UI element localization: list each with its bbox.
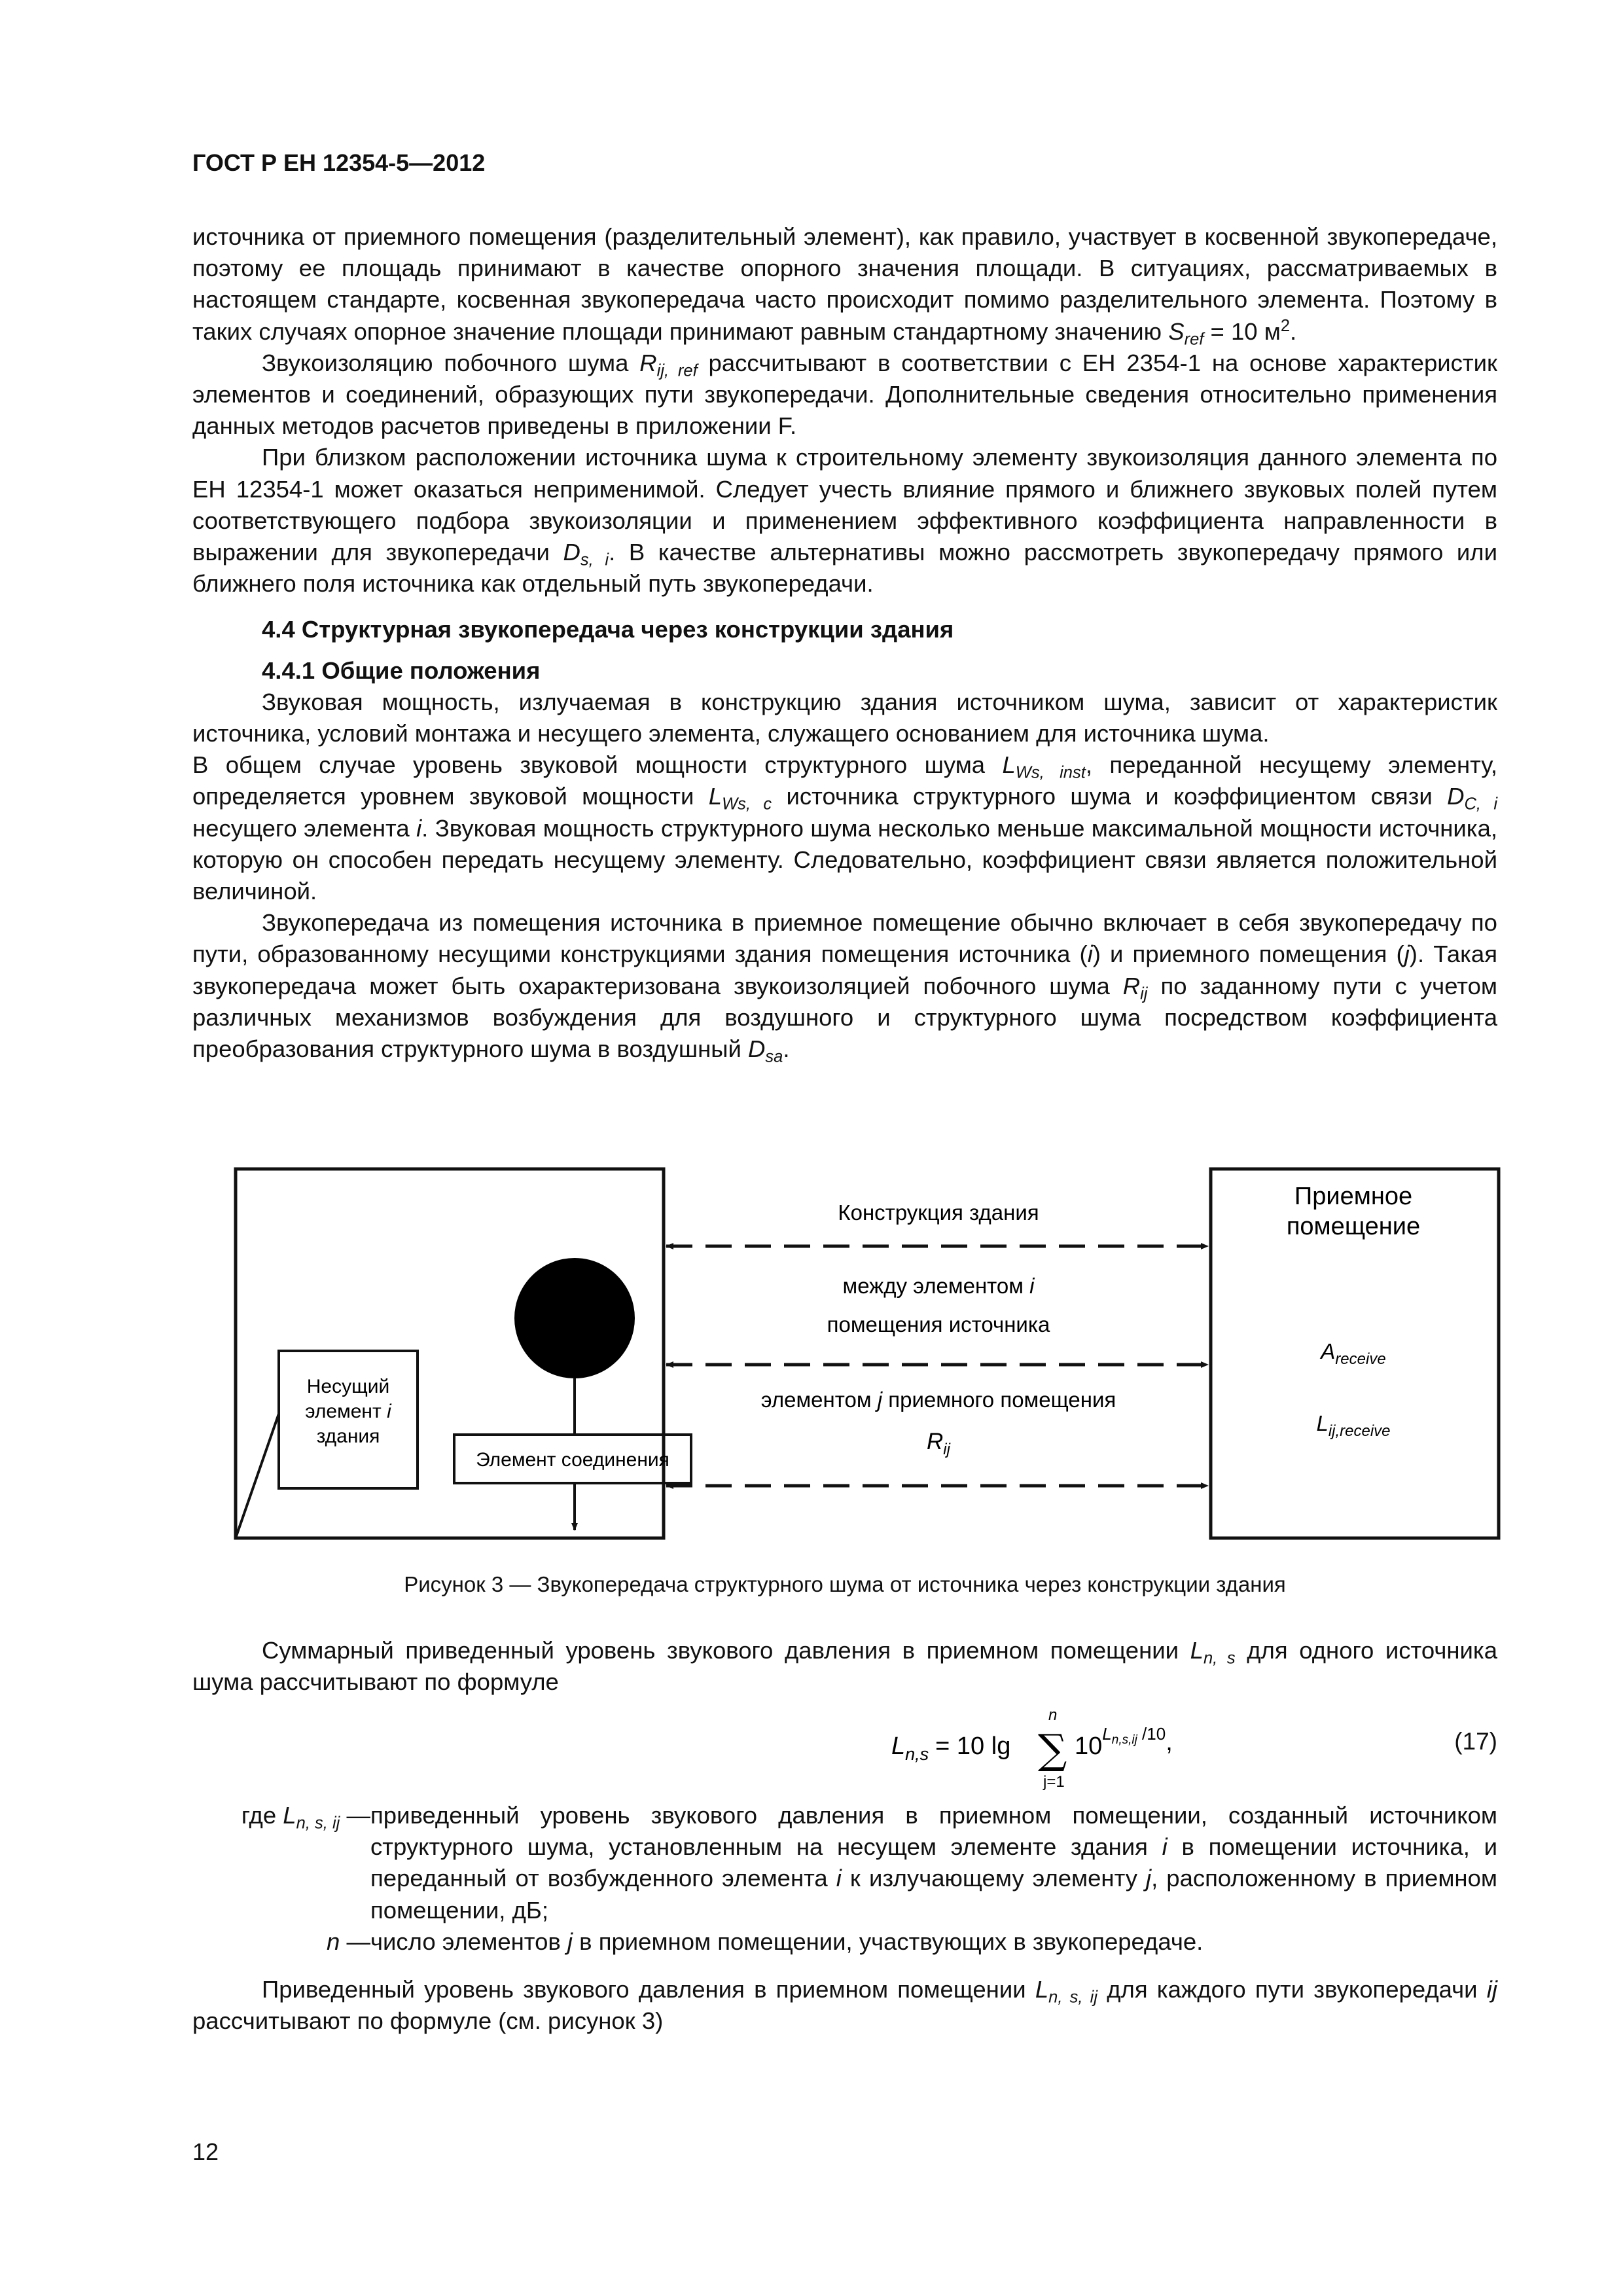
label-a-receive: $A_{receive}$ <box>1321 1339 1386 1368</box>
page-number: 12 <box>192 2138 219 2165</box>
where-item-2 <box>192 1926 1497 1958</box>
formula-17 <box>192 1700 1497 1792</box>
where-item-1 <box>192 1800 1497 1926</box>
figure-caption: Рисунок 3 — Звукопередача структурного шума от источника через конструкции здания <box>404 1572 1286 1596</box>
label-rij: $R_{ij}$ <box>927 1429 950 1458</box>
formula-body <box>889 1700 1255 1792</box>
label-receive-room-1: Приемное <box>1294 1183 1413 1210</box>
where-list <box>192 1800 1497 1958</box>
label-l-receive: $L_{ij,receive}$ <box>1316 1411 1391 1440</box>
standard-header: ГОСТ Р ЕН 12354-5—2012 <box>192 149 486 176</box>
paragraph-6: Звукопередача из помещения источника в приемное помещение обычно включает в себя звукопередачу по пути, образованному несущими конструкциями здания помещения источника (i) и приемного помещения (j). Такая звукопередача может быть охарактеризована звукоизоляцией побочного шума $R_{ij}$ по заданному пути с учетом различных механизмов возбуждения для воздушного и структурного шума посредством коэффициента преобразования структурного шума в воздушный $D_{sa}$. <box>192 909 1497 1066</box>
formula-number: (17) <box>1454 1728 1497 1755</box>
label-carrier-2: элемент i <box>305 1401 391 1422</box>
formula-rhs: $10^Ln,s,ij$ /10, <box>1075 1724 1173 1760</box>
paragraph-3: При близком расположении источника шума к строительному элементу звукоизоляция данного элемента по ЕН 12354-1 может оказаться неприменимой. Следует учесть влияние прямого и ближнего звуковых полей путем соответствующего подбора звукоизоляции и применением эффективного коэффициента направленности в выражении для звукопередачи $D_{s, i}$. В качестве альтернативы можно рассмотреть звукопередачу прямого или ближнего поля источника как отдельный путь звукопередачи. <box>192 444 1497 598</box>
sum-sign-icon: ∑ <box>1038 1725 1067 1773</box>
paragraph-7: Суммарный приведенный уровень звукового давления в приемном помещении $L_{n, s}$ для одного источника шума рассчитывают по формуле <box>192 1637 1497 1696</box>
final-block <box>192 1974 1497 2037</box>
sum-lower: j=1 <box>1043 1773 1065 1791</box>
paragraph-5: В общем случае уровень звуковой мощности структурного шума $L_{Ws, inst}$, переданной несущему элементу, определяется уровнем звуковой мощности $L_{Ws, c}$ источника структурного шума и коэффициентом связи $D_{C, i}$ несущего элемента i. Звуковая мощность структурного шума несколько меньше максимальной мощности источника, которую он способен передать несущему элементу. Следовательно, коэффициент связи является положительной величиной. <box>192 751 1498 905</box>
label-element-j: элементом j приемного помещения <box>760 1388 1116 1412</box>
formula-intro-block <box>192 1635 1497 1698</box>
paragraph-2: Звукоизоляцию побочного шума $R_{ij, ref}$ рассчитывают в соответствии с ЕН 2354-1 на основе характеристик элементов и соединений, образующих пути звукопередачи. Дополнительные сведения относительно применения данных методов расчетов приведены в приложении F. <box>192 349 1497 440</box>
where-term-1: где $L_{n, s, ij}$ — <box>241 1802 370 1833</box>
label-receive-room-2: помещение <box>1286 1213 1421 1240</box>
where-desc-1: приведенный уровень звукового давления в приемном помещении, созданный источником структурного шума, установленным на несущем элементе здания i в помещении источника, и переданный от возбужденного элемента i к излучающему элементу j, расположенному в приемном помещении, дБ; <box>370 1802 1498 1924</box>
paragraph-8: Приведенный уровень звукового давления в приемном помещении $L_{n, s, ij}$ для каждого пути звукопередачи ij рассчитывают по формуле (см. рисунок 3) <box>192 1976 1497 2035</box>
formula-lhs: $L_{n,s} = 10$ lg <box>891 1732 1011 1764</box>
figure-3-diagram <box>232 1165 1507 1542</box>
label-carrier-1: Несущий <box>306 1376 390 1397</box>
label-carrier-3: здания <box>316 1426 380 1447</box>
subsection-heading: 4.4.1 Общие положения <box>262 656 541 684</box>
where-desc-2: число элементов j в приемном помещении, участвующих в звукопередаче. <box>370 1928 1204 1955</box>
noise-source-icon <box>514 1258 635 1378</box>
paragraph-1: источника от приемного помещения (разделительный элемент), как правило, участвует в косвенной звукопередаче, поэтому ее площадь принимают в качестве опорного значения площади. В ситуациях, рассматриваемых в настоящем стандарте, косвенная звукопередача часто происходит помимо разделительного элемента. Поэтому в таких случаях опорное значение площади принимают равным стандартному значению $S_{ref} = 10$ $м^2$. <box>192 223 1497 349</box>
section-heading: 4.4 Структурная звукопередача через конструкции здания <box>262 616 954 643</box>
label-construction: Конструкция здания <box>838 1200 1039 1225</box>
paragraph-4: Звуковая мощность, излучаемая в конструкцию здания источником шума, зависит от характеристик источника, условий монтажа и несущего элемента, служащего основанием для источника шума. <box>192 688 1497 747</box>
label-between: между элементом i <box>842 1274 1035 1298</box>
sum-upper: n <box>1048 1706 1058 1724</box>
intro-block <box>192 221 1497 1065</box>
carrier-support-line <box>236 1414 279 1538</box>
where-term-2: n — <box>327 1928 370 1955</box>
label-source-room: помещения источника <box>827 1312 1050 1336</box>
label-joint: Элемент соединения <box>476 1449 669 1471</box>
